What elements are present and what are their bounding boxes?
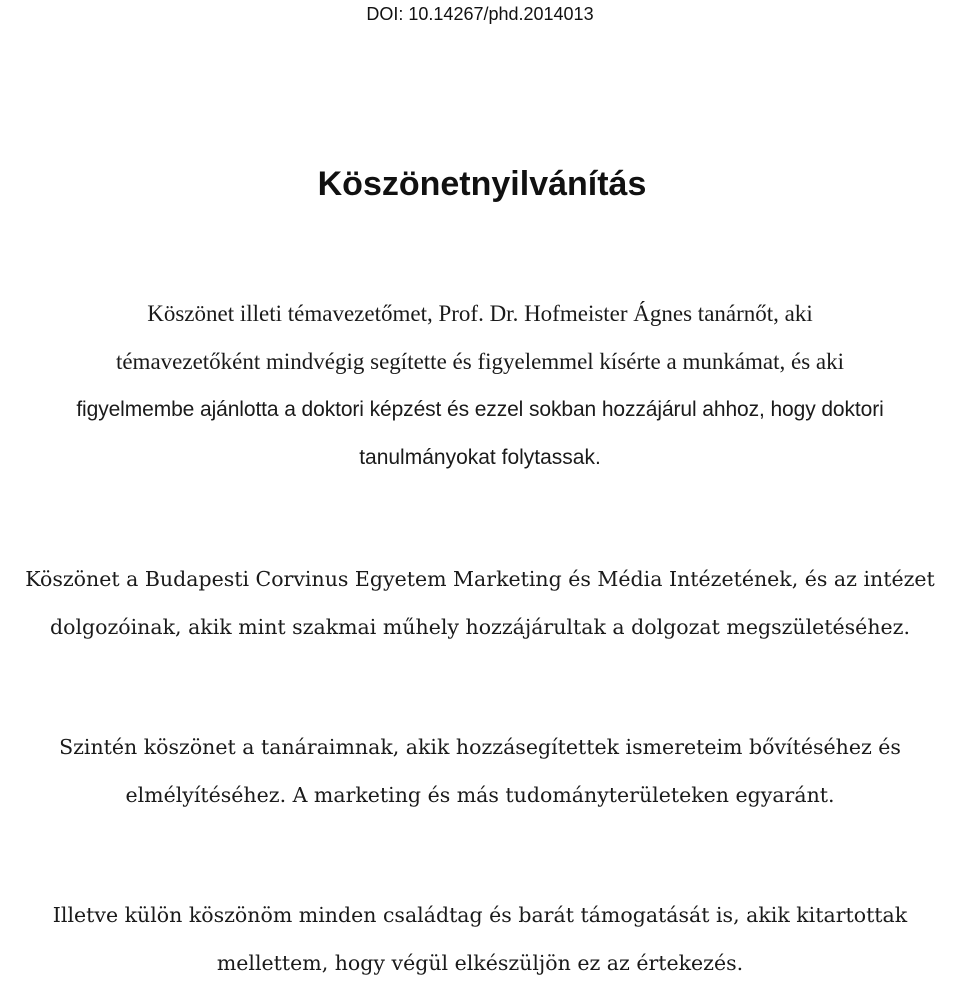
- paragraph-line: Szintén köszönet a tanáraimnak, akik hozzásegítettek ismereteim bővítéséhez és: [59, 735, 901, 759]
- paragraph-line: mellettem, hogy végül elkészüljön ez az értekezés.: [216, 951, 744, 975]
- paragraph-line: figyelmembe ajánlotta a doktori képzést és ezzel sokban hozzájárul ahhoz, hogy doktori: [76, 398, 884, 421]
- acknowledgement-paragraph-institute: [0, 555, 960, 651]
- acknowledgement-paragraph-teachers: [0, 723, 960, 819]
- paragraph-line: Illetve külön köszönöm minden családtag és barát támogatását is, akik kitartottak: [52, 903, 908, 927]
- acknowledgement-paragraph-supervisor: [0, 290, 960, 482]
- paragraph-line: témavezetőként mindvégig segítette és figyelemmel kísérte a munkámat, és aki: [115, 349, 845, 374]
- paragraph-line: dolgozóinak, akik mint szakmai műhely hozzájárultak a dolgozat megszületéséhez.: [50, 615, 910, 639]
- paragraph-line: tanulmányokat folytassak.: [359, 446, 601, 469]
- doi-header: DOI: 10.14267/phd.2014013: [366, 4, 594, 24]
- paragraph-line: Köszönet a Budapesti Corvinus Egyetem Marketing és Média Intézetének, és az intézet: [25, 567, 935, 591]
- page-title: Köszönetnyilvánítás: [317, 165, 647, 203]
- paragraph-line: Köszönet illeti témavezetőmet, Prof. Dr. Hofmeister Ágnes tanárnőt, aki: [147, 301, 813, 326]
- paragraph-line: elmélyítéséhez. A marketing és más tudományterületeken egyaránt.: [125, 783, 835, 807]
- acknowledgement-paragraph-family: [0, 891, 960, 987]
